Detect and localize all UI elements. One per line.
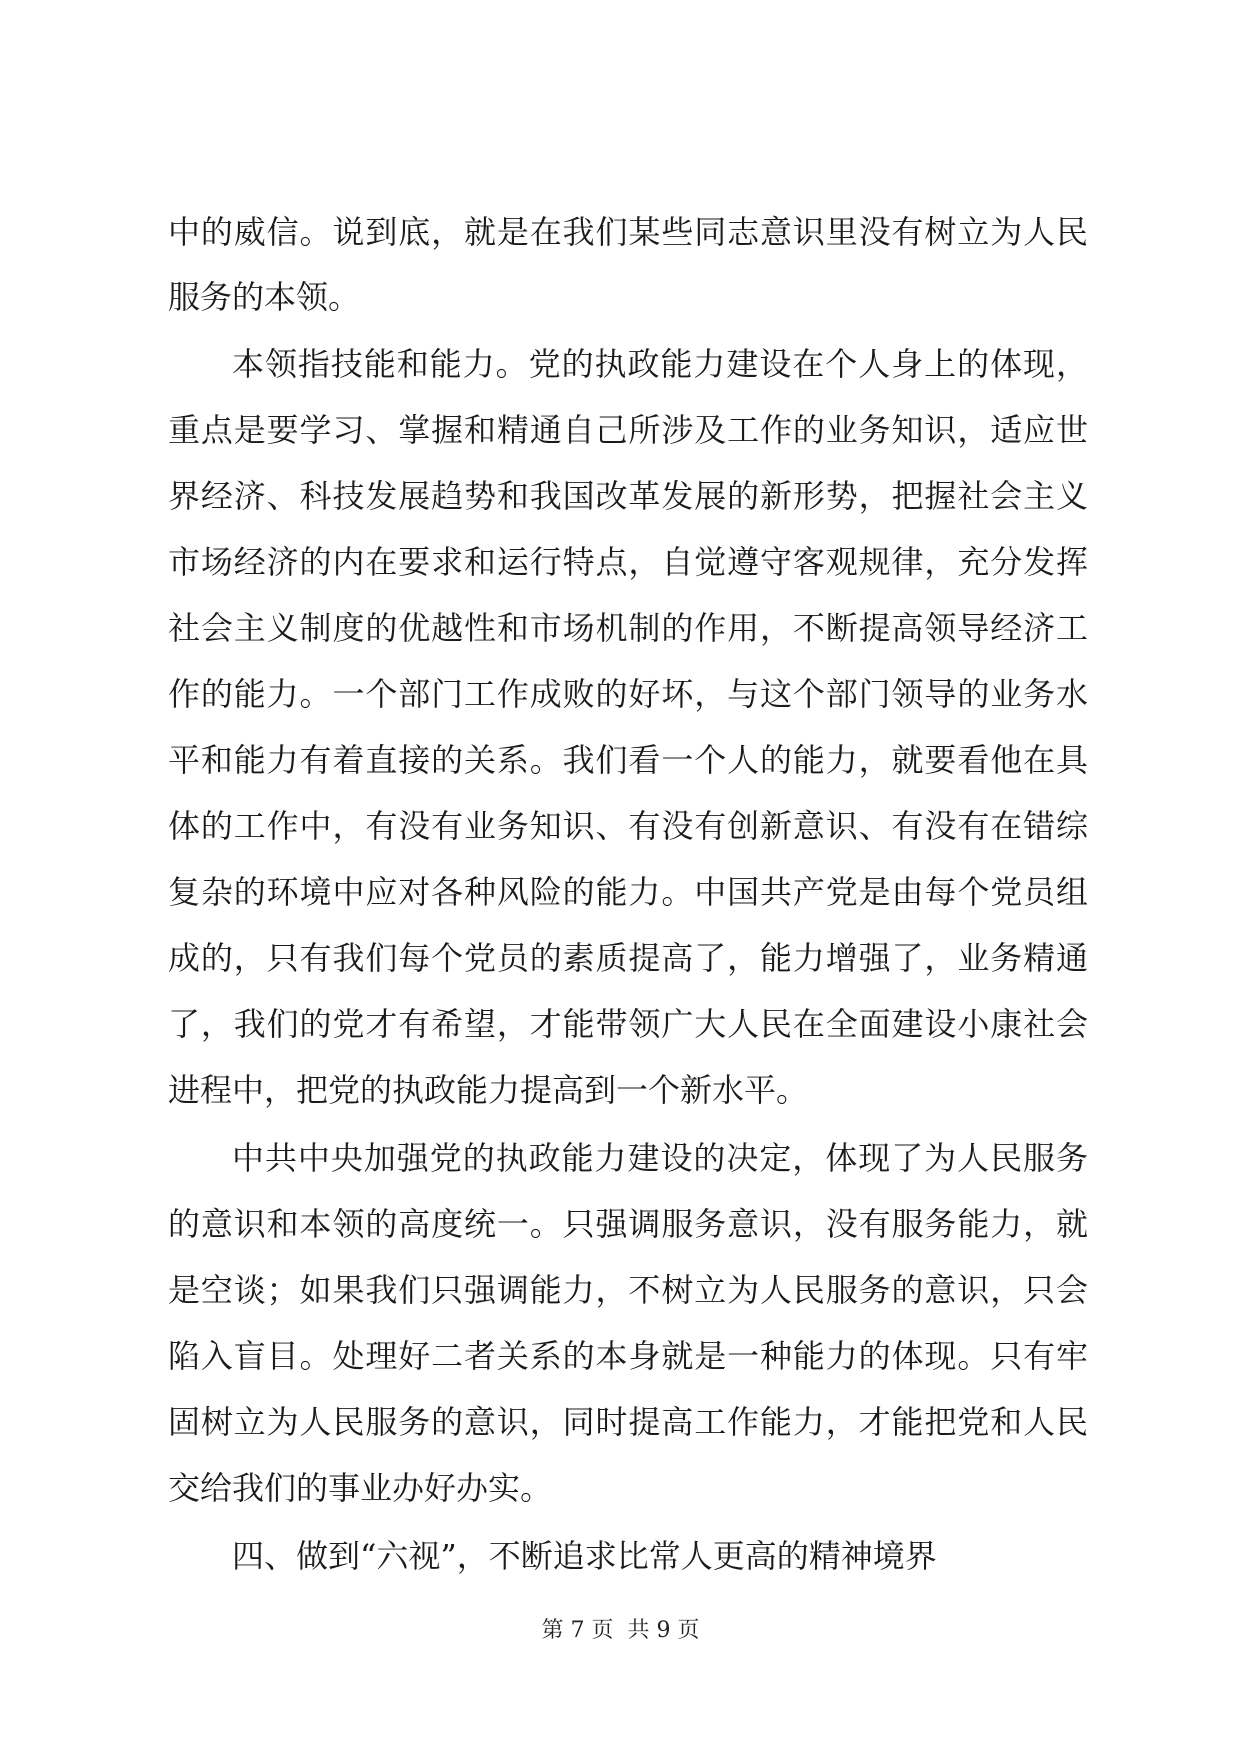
section-heading: 四、做到“六视”，不断追求比常人更高的精神境界	[232, 1537, 937, 1575]
text-line: 陷入盲目。处理好二者关系的本身就是一种能力的体现。只有牢	[168, 1337, 1088, 1375]
text-line: 市场经济的内在要求和运行特点，自觉遵守客观规律，充分发挥	[168, 543, 1088, 581]
text-line: 体的工作中，有没有业务知识、有没有创新意识、有没有在错综	[168, 807, 1088, 845]
text-line: 本领指技能和能力。党的执政能力建设在个人身上的体现，	[232, 345, 1088, 383]
page-number-label: 第 7 页 共 9 页	[541, 1618, 700, 1643]
text-line: 重点是要学习、掌握和精通自己所涉及工作的业务知识，适应世	[168, 411, 1088, 449]
page-footer	[0, 1617, 1241, 1645]
text-line: 复杂的环境中应对各种风险的能力。中国共产党是由每个党员组	[168, 873, 1088, 911]
text-line: 进程中，把党的执政能力提高到一个新水平。	[168, 1071, 809, 1109]
text-line: 交给我们的事业办好办实。	[168, 1469, 553, 1507]
text-line: 固树立为人民服务的意识，同时提高工作能力，才能把党和人民	[168, 1403, 1088, 1441]
text-line: 中共中央加强党的执政能力建设的决定，体现了为人民服务	[232, 1139, 1088, 1177]
text-line: 作的能力。一个部门工作成败的好坏，与这个部门领导的业务水	[168, 675, 1088, 713]
text-line: 的意识和本领的高度统一。只强调服务意识，没有服务能力，就	[168, 1205, 1088, 1243]
text-line: 平和能力有着直接的关系。我们看一个人的能力，就要看他在具	[168, 741, 1088, 779]
text-line: 社会主义制度的优越性和市场机制的作用，不断提高领导经济工	[168, 609, 1088, 647]
text-line: 了，我们的党才有希望，才能带领广大人民在全面建设小康社会	[168, 1005, 1088, 1043]
text-line: 中的威信。说到底，就是在我们某些同志意识里没有树立为人民	[168, 213, 1088, 251]
text-line: 成的，只有我们每个党员的素质提高了，能力增强了，业务精通	[168, 939, 1088, 977]
text-line: 是空谈；如果我们只强调能力，不树立为人民服务的意识，只会	[168, 1271, 1088, 1309]
text-line: 界经济、科技发展趋势和我国改革发展的新形势，把握社会主义	[168, 477, 1088, 515]
text-line: 服务的本领。	[168, 278, 361, 316]
